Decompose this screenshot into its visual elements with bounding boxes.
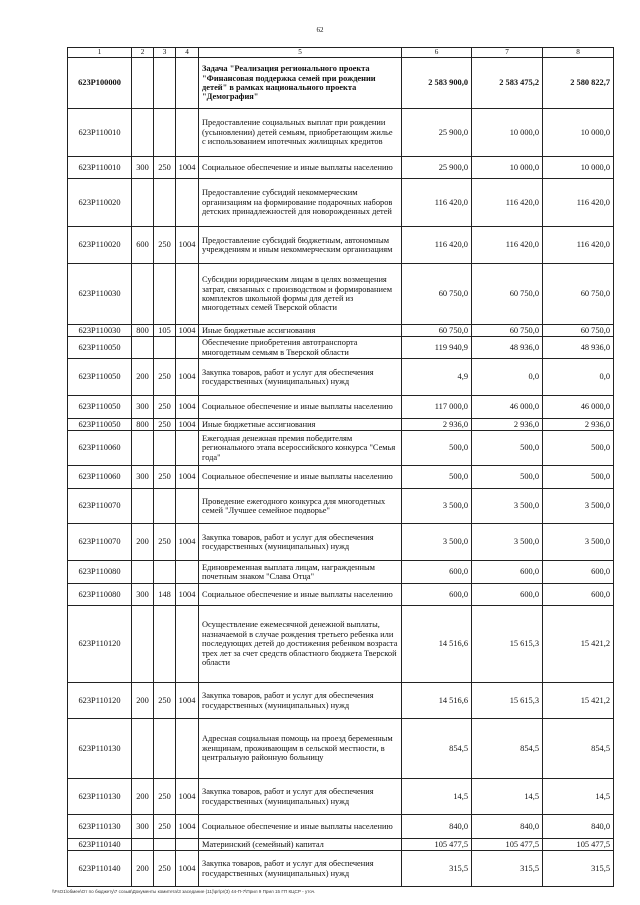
amount-year3-cell: 60 750,0 xyxy=(543,325,614,337)
expense-type-cell xyxy=(132,561,154,584)
section-code-cell: 1004 xyxy=(176,227,199,264)
column-number-row xyxy=(68,48,614,58)
description-cell: Закупка товаров, работ и услуг для обеспечения государственных (муниципальных) нужд xyxy=(199,683,402,719)
table-row xyxy=(68,719,614,779)
table-row xyxy=(68,109,614,157)
admin-code-cell: 250 xyxy=(154,419,176,431)
table-row xyxy=(68,584,614,606)
expense-type-cell xyxy=(132,719,154,779)
file-path-footer: \\FsO1\обмен\От по бюджету\7 созыв\Документы комитета\3 заседание (11)\pr\pr(3) 44-П-7\Прил 9 Прил 15 ГП КЦСР - уточ. xyxy=(52,889,316,894)
admin-code-cell xyxy=(154,431,176,466)
description-cell: Обеспечение приобретения автотранспорта многодетным семьям в Тверской области xyxy=(199,337,402,359)
expense-type-cell: 300 xyxy=(132,157,154,179)
section-code-cell xyxy=(176,264,199,325)
section-code-cell: 1004 xyxy=(176,815,199,839)
amount-year2-cell: 105 477,5 xyxy=(472,839,543,851)
amount-year1-cell: 25 900,0 xyxy=(402,109,472,157)
amount-year3-cell: 854,5 xyxy=(543,719,614,779)
amount-year3-cell: 116 420,0 xyxy=(543,179,614,227)
description-cell: Социальное обеспечение и иные выплаты населению xyxy=(199,466,402,489)
amount-year2-cell: 3 500,0 xyxy=(472,489,543,524)
amount-year2-cell: 600,0 xyxy=(472,584,543,606)
kcsr-code-cell: 623P110080 xyxy=(68,561,132,584)
expense-type-cell xyxy=(132,264,154,325)
section-code-cell xyxy=(176,337,199,359)
table-row xyxy=(68,606,614,683)
admin-code-cell: 250 xyxy=(154,157,176,179)
amount-year3-cell: 840,0 xyxy=(543,815,614,839)
expense-type-cell: 200 xyxy=(132,779,154,815)
description-cell: Ежегодная денежная премия победителям регионального этапа всероссийского конкурса "Семья года" xyxy=(199,431,402,466)
description-cell: Предоставление субсидий бюджетным, автономным учреждениям и иным некоммерческим организациям xyxy=(199,227,402,264)
kcsr-code-cell: 623P110120 xyxy=(68,683,132,719)
kcsr-code-cell: 623P110140 xyxy=(68,839,132,851)
section-code-cell: 1004 xyxy=(176,325,199,337)
description-cell: Социальное обеспечение и иные выплаты населению xyxy=(199,584,402,606)
admin-code-cell: 148 xyxy=(154,584,176,606)
kcsr-code-cell: 623P110020 xyxy=(68,227,132,264)
page-number: 62 xyxy=(316,26,324,34)
table-row xyxy=(68,325,614,337)
table-row xyxy=(68,179,614,227)
amount-year1-cell: 119 940,9 xyxy=(402,337,472,359)
admin-code-cell: 250 xyxy=(154,359,176,396)
table-row xyxy=(68,227,614,264)
expense-type-cell: 300 xyxy=(132,396,154,419)
amount-year1-cell: 116 420,0 xyxy=(402,179,472,227)
amount-year3-cell: 10 000,0 xyxy=(543,109,614,157)
amount-year3-cell: 48 936,0 xyxy=(543,337,614,359)
amount-year3-cell: 600,0 xyxy=(543,561,614,584)
amount-year2-cell: 840,0 xyxy=(472,815,543,839)
kcsr-code-cell: 623P110070 xyxy=(68,524,132,561)
description-cell: Закупка товаров, работ и услуг для обеспечения государственных (муниципальных) нужд xyxy=(199,779,402,815)
amount-year3-cell: 14,5 xyxy=(543,779,614,815)
amount-year2-cell: 500,0 xyxy=(472,466,543,489)
expense-type-cell xyxy=(132,337,154,359)
section-code-cell: 1004 xyxy=(176,419,199,431)
kcsr-code-cell: 623P110050 xyxy=(68,419,132,431)
description-cell: Материнский (семейный) капитал xyxy=(199,839,402,851)
section-code-cell xyxy=(176,179,199,227)
section-code-cell: 1004 xyxy=(176,157,199,179)
admin-code-cell xyxy=(154,109,176,157)
description-cell: Адресная социальная помощь на проезд беременным женщинам, проживающим в сельской местности, в центральную районную больницу xyxy=(199,719,402,779)
kcsr-code-cell: 623P110050 xyxy=(68,359,132,396)
table-row xyxy=(68,815,614,839)
description-cell: Социальное обеспечение и иные выплаты населению xyxy=(199,157,402,179)
amount-year2-cell: 2 936,0 xyxy=(472,419,543,431)
kcsr-code-cell: 623P110060 xyxy=(68,466,132,489)
kcsr-code-cell: 623P110140 xyxy=(68,851,132,887)
amount-year3-cell: 3 500,0 xyxy=(543,524,614,561)
description-cell: Единовременная выплата лицам, награжденным почетным знаком "Слава Отца" xyxy=(199,561,402,584)
expense-type-cell: 300 xyxy=(132,815,154,839)
amount-year2-cell: 15 615,3 xyxy=(472,683,543,719)
column-header: 5 xyxy=(199,48,402,58)
amount-year1-cell: 14 516,6 xyxy=(402,606,472,683)
amount-year2-cell: 46 000,0 xyxy=(472,396,543,419)
description-cell: Предоставление субсидий некоммерческим организациям на формирование подарочных наборов детских принадлежностей для новорожденных детей xyxy=(199,179,402,227)
amount-year2-cell: 116 420,0 xyxy=(472,227,543,264)
expense-type-cell xyxy=(132,606,154,683)
admin-code-cell: 250 xyxy=(154,466,176,489)
admin-code-cell: 250 xyxy=(154,779,176,815)
column-header: 3 xyxy=(154,48,176,58)
admin-code-cell xyxy=(154,606,176,683)
amount-year1-cell: 60 750,0 xyxy=(402,264,472,325)
amount-year1-cell: 117 000,0 xyxy=(402,396,472,419)
description-cell: Задача "Реализация регионального проекта "Финансовая поддержка семей при рождении детей" в рамках национального проекта "Демография" xyxy=(199,58,402,109)
table-row xyxy=(68,264,614,325)
table-row xyxy=(68,58,614,109)
amount-year1-cell: 105 477,5 xyxy=(402,839,472,851)
kcsr-code-cell: 623P110130 xyxy=(68,719,132,779)
kcsr-code-cell: 623P110080 xyxy=(68,584,132,606)
kcsr-code-cell: 623P110010 xyxy=(68,157,132,179)
expense-type-cell: 200 xyxy=(132,683,154,719)
section-code-cell: 1004 xyxy=(176,524,199,561)
table-row xyxy=(68,524,614,561)
admin-code-cell: 250 xyxy=(154,524,176,561)
expense-type-cell xyxy=(132,489,154,524)
admin-code-cell xyxy=(154,179,176,227)
expense-type-cell xyxy=(132,839,154,851)
amount-year3-cell: 315,5 xyxy=(543,851,614,887)
admin-code-cell xyxy=(154,58,176,109)
amount-year2-cell: 0,0 xyxy=(472,359,543,396)
amount-year3-cell: 60 750,0 xyxy=(543,264,614,325)
amount-year3-cell: 2 580 822,7 xyxy=(543,58,614,109)
admin-code-cell xyxy=(154,489,176,524)
amount-year2-cell: 15 615,3 xyxy=(472,606,543,683)
section-code-cell xyxy=(176,606,199,683)
amount-year1-cell: 500,0 xyxy=(402,466,472,489)
admin-code-cell xyxy=(154,264,176,325)
section-code-cell: 1004 xyxy=(176,359,199,396)
column-header: 2 xyxy=(132,48,154,58)
amount-year1-cell: 500,0 xyxy=(402,431,472,466)
kcsr-code-cell: 623P110050 xyxy=(68,396,132,419)
kcsr-code-cell: 623P110010 xyxy=(68,109,132,157)
section-code-cell: 1004 xyxy=(176,396,199,419)
description-cell: Закупка товаров, работ и услуг для обеспечения государственных (муниципальных) нужд xyxy=(199,524,402,561)
kcsr-code-cell: 623P110130 xyxy=(68,779,132,815)
column-header: 4 xyxy=(176,48,199,58)
section-code-cell: 1004 xyxy=(176,683,199,719)
kcsr-code-cell: 623P110030 xyxy=(68,264,132,325)
description-cell: Закупка товаров, работ и услуг для обеспечения государственных (муниципальных) нужд xyxy=(199,851,402,887)
amount-year3-cell: 116 420,0 xyxy=(543,227,614,264)
description-cell: Социальное обеспечение и иные выплаты населению xyxy=(199,396,402,419)
section-code-cell xyxy=(176,109,199,157)
amount-year1-cell: 600,0 xyxy=(402,584,472,606)
amount-year1-cell: 60 750,0 xyxy=(402,325,472,337)
section-code-cell xyxy=(176,58,199,109)
section-code-cell: 1004 xyxy=(176,779,199,815)
amount-year2-cell: 3 500,0 xyxy=(472,524,543,561)
description-cell: Иные бюджетные ассигнования xyxy=(199,419,402,431)
amount-year3-cell: 46 000,0 xyxy=(543,396,614,419)
kcsr-code-cell: 623P110120 xyxy=(68,606,132,683)
amount-year3-cell: 500,0 xyxy=(543,431,614,466)
expense-type-cell: 300 xyxy=(132,466,154,489)
amount-year3-cell: 15 421,2 xyxy=(543,683,614,719)
expense-type-cell xyxy=(132,431,154,466)
amount-year1-cell: 3 500,0 xyxy=(402,489,472,524)
admin-code-cell: 250 xyxy=(154,227,176,264)
amount-year3-cell: 0,0 xyxy=(543,359,614,396)
admin-code-cell xyxy=(154,561,176,584)
table-row xyxy=(68,419,614,431)
amount-year1-cell: 3 500,0 xyxy=(402,524,472,561)
kcsr-code-cell: 623P110060 xyxy=(68,431,132,466)
column-header: 1 xyxy=(68,48,132,58)
description-cell: Осуществление ежемесячной денежной выплаты, назначаемой в случае рождения третьего ребенка или последующих детей до достижения ребенком возраста трех лет за счет средств областного бюджета Тверской области xyxy=(199,606,402,683)
table-row xyxy=(68,157,614,179)
section-code-cell xyxy=(176,719,199,779)
admin-code-cell xyxy=(154,337,176,359)
amount-year3-cell: 2 936,0 xyxy=(543,419,614,431)
amount-year2-cell: 500,0 xyxy=(472,431,543,466)
expense-type-cell: 800 xyxy=(132,419,154,431)
amount-year2-cell: 854,5 xyxy=(472,719,543,779)
amount-year1-cell: 2 583 900,0 xyxy=(402,58,472,109)
amount-year3-cell: 600,0 xyxy=(543,584,614,606)
table-row xyxy=(68,561,614,584)
amount-year1-cell: 854,5 xyxy=(402,719,472,779)
amount-year2-cell: 10 000,0 xyxy=(472,109,543,157)
table-row xyxy=(68,431,614,466)
expense-type-cell: 800 xyxy=(132,325,154,337)
amount-year1-cell: 315,5 xyxy=(402,851,472,887)
description-cell: Закупка товаров, работ и услуг для обеспечения государственных (муниципальных) нужд xyxy=(199,359,402,396)
table-row xyxy=(68,683,614,719)
amount-year3-cell: 105 477,5 xyxy=(543,839,614,851)
amount-year2-cell: 315,5 xyxy=(472,851,543,887)
amount-year3-cell: 500,0 xyxy=(543,466,614,489)
description-cell: Субсидии юридическим лицам в целях возмещения затрат, связанных с производством и формированием комплектов школьной формы для детей из многодетных семей Тверской области xyxy=(199,264,402,325)
column-header: 6 xyxy=(402,48,472,58)
admin-code-cell: 105 xyxy=(154,325,176,337)
admin-code-cell xyxy=(154,839,176,851)
admin-code-cell: 250 xyxy=(154,815,176,839)
amount-year1-cell: 25 900,0 xyxy=(402,157,472,179)
admin-code-cell: 250 xyxy=(154,683,176,719)
expense-type-cell: 200 xyxy=(132,524,154,561)
column-header: 7 xyxy=(472,48,543,58)
amount-year2-cell: 600,0 xyxy=(472,561,543,584)
section-code-cell: 1004 xyxy=(176,584,199,606)
description-cell: Иные бюджетные ассигнования xyxy=(199,325,402,337)
kcsr-code-cell: 623P110050 xyxy=(68,337,132,359)
amount-year1-cell: 14,5 xyxy=(402,779,472,815)
table-row xyxy=(68,489,614,524)
section-code-cell xyxy=(176,489,199,524)
amount-year1-cell: 4,9 xyxy=(402,359,472,396)
section-code-cell: 1004 xyxy=(176,466,199,489)
amount-year1-cell: 840,0 xyxy=(402,815,472,839)
amount-year3-cell: 3 500,0 xyxy=(543,489,614,524)
kcsr-code-cell: 623P110070 xyxy=(68,489,132,524)
table-row xyxy=(68,359,614,396)
admin-code-cell: 250 xyxy=(154,396,176,419)
table-row xyxy=(68,396,614,419)
section-code-cell xyxy=(176,561,199,584)
kcsr-code-cell: 623P110020 xyxy=(68,179,132,227)
amount-year2-cell: 2 583 475,2 xyxy=(472,58,543,109)
amount-year2-cell: 48 936,0 xyxy=(472,337,543,359)
admin-code-cell: 250 xyxy=(154,851,176,887)
expense-type-cell xyxy=(132,179,154,227)
amount-year1-cell: 2 936,0 xyxy=(402,419,472,431)
table-row xyxy=(68,851,614,887)
amount-year1-cell: 14 516,6 xyxy=(402,683,472,719)
kcsr-code-cell: 623P100000 xyxy=(68,58,132,109)
table-row xyxy=(68,337,614,359)
budget-table xyxy=(67,47,614,887)
expense-type-cell: 600 xyxy=(132,227,154,264)
amount-year2-cell: 60 750,0 xyxy=(472,264,543,325)
description-cell: Предоставление социальных выплат при рождении (усыновлении) детей семьям, приобретающим жилье с использованием ипотечных жилищных кредитов xyxy=(199,109,402,157)
description-cell: Социальное обеспечение и иные выплаты населению xyxy=(199,815,402,839)
amount-year2-cell: 60 750,0 xyxy=(472,325,543,337)
amount-year3-cell: 10 000,0 xyxy=(543,157,614,179)
section-code-cell: 1004 xyxy=(176,851,199,887)
section-code-cell xyxy=(176,431,199,466)
column-header: 8 xyxy=(543,48,614,58)
expense-type-cell: 300 xyxy=(132,584,154,606)
expense-type-cell: 200 xyxy=(132,359,154,396)
expense-type-cell xyxy=(132,109,154,157)
description-cell: Проведение ежегодного конкурса для многодетных семей "Лучшее семейное подворье" xyxy=(199,489,402,524)
expense-type-cell xyxy=(132,58,154,109)
admin-code-cell xyxy=(154,719,176,779)
table-row xyxy=(68,466,614,489)
kcsr-code-cell: 623P110030 xyxy=(68,325,132,337)
section-code-cell xyxy=(176,839,199,851)
expense-type-cell: 200 xyxy=(132,851,154,887)
table-row xyxy=(68,779,614,815)
amount-year3-cell: 15 421,2 xyxy=(543,606,614,683)
amount-year2-cell: 14,5 xyxy=(472,779,543,815)
amount-year2-cell: 10 000,0 xyxy=(472,157,543,179)
amount-year1-cell: 600,0 xyxy=(402,561,472,584)
amount-year1-cell: 116 420,0 xyxy=(402,227,472,264)
table-row xyxy=(68,839,614,851)
amount-year2-cell: 116 420,0 xyxy=(472,179,543,227)
kcsr-code-cell: 623P110130 xyxy=(68,815,132,839)
